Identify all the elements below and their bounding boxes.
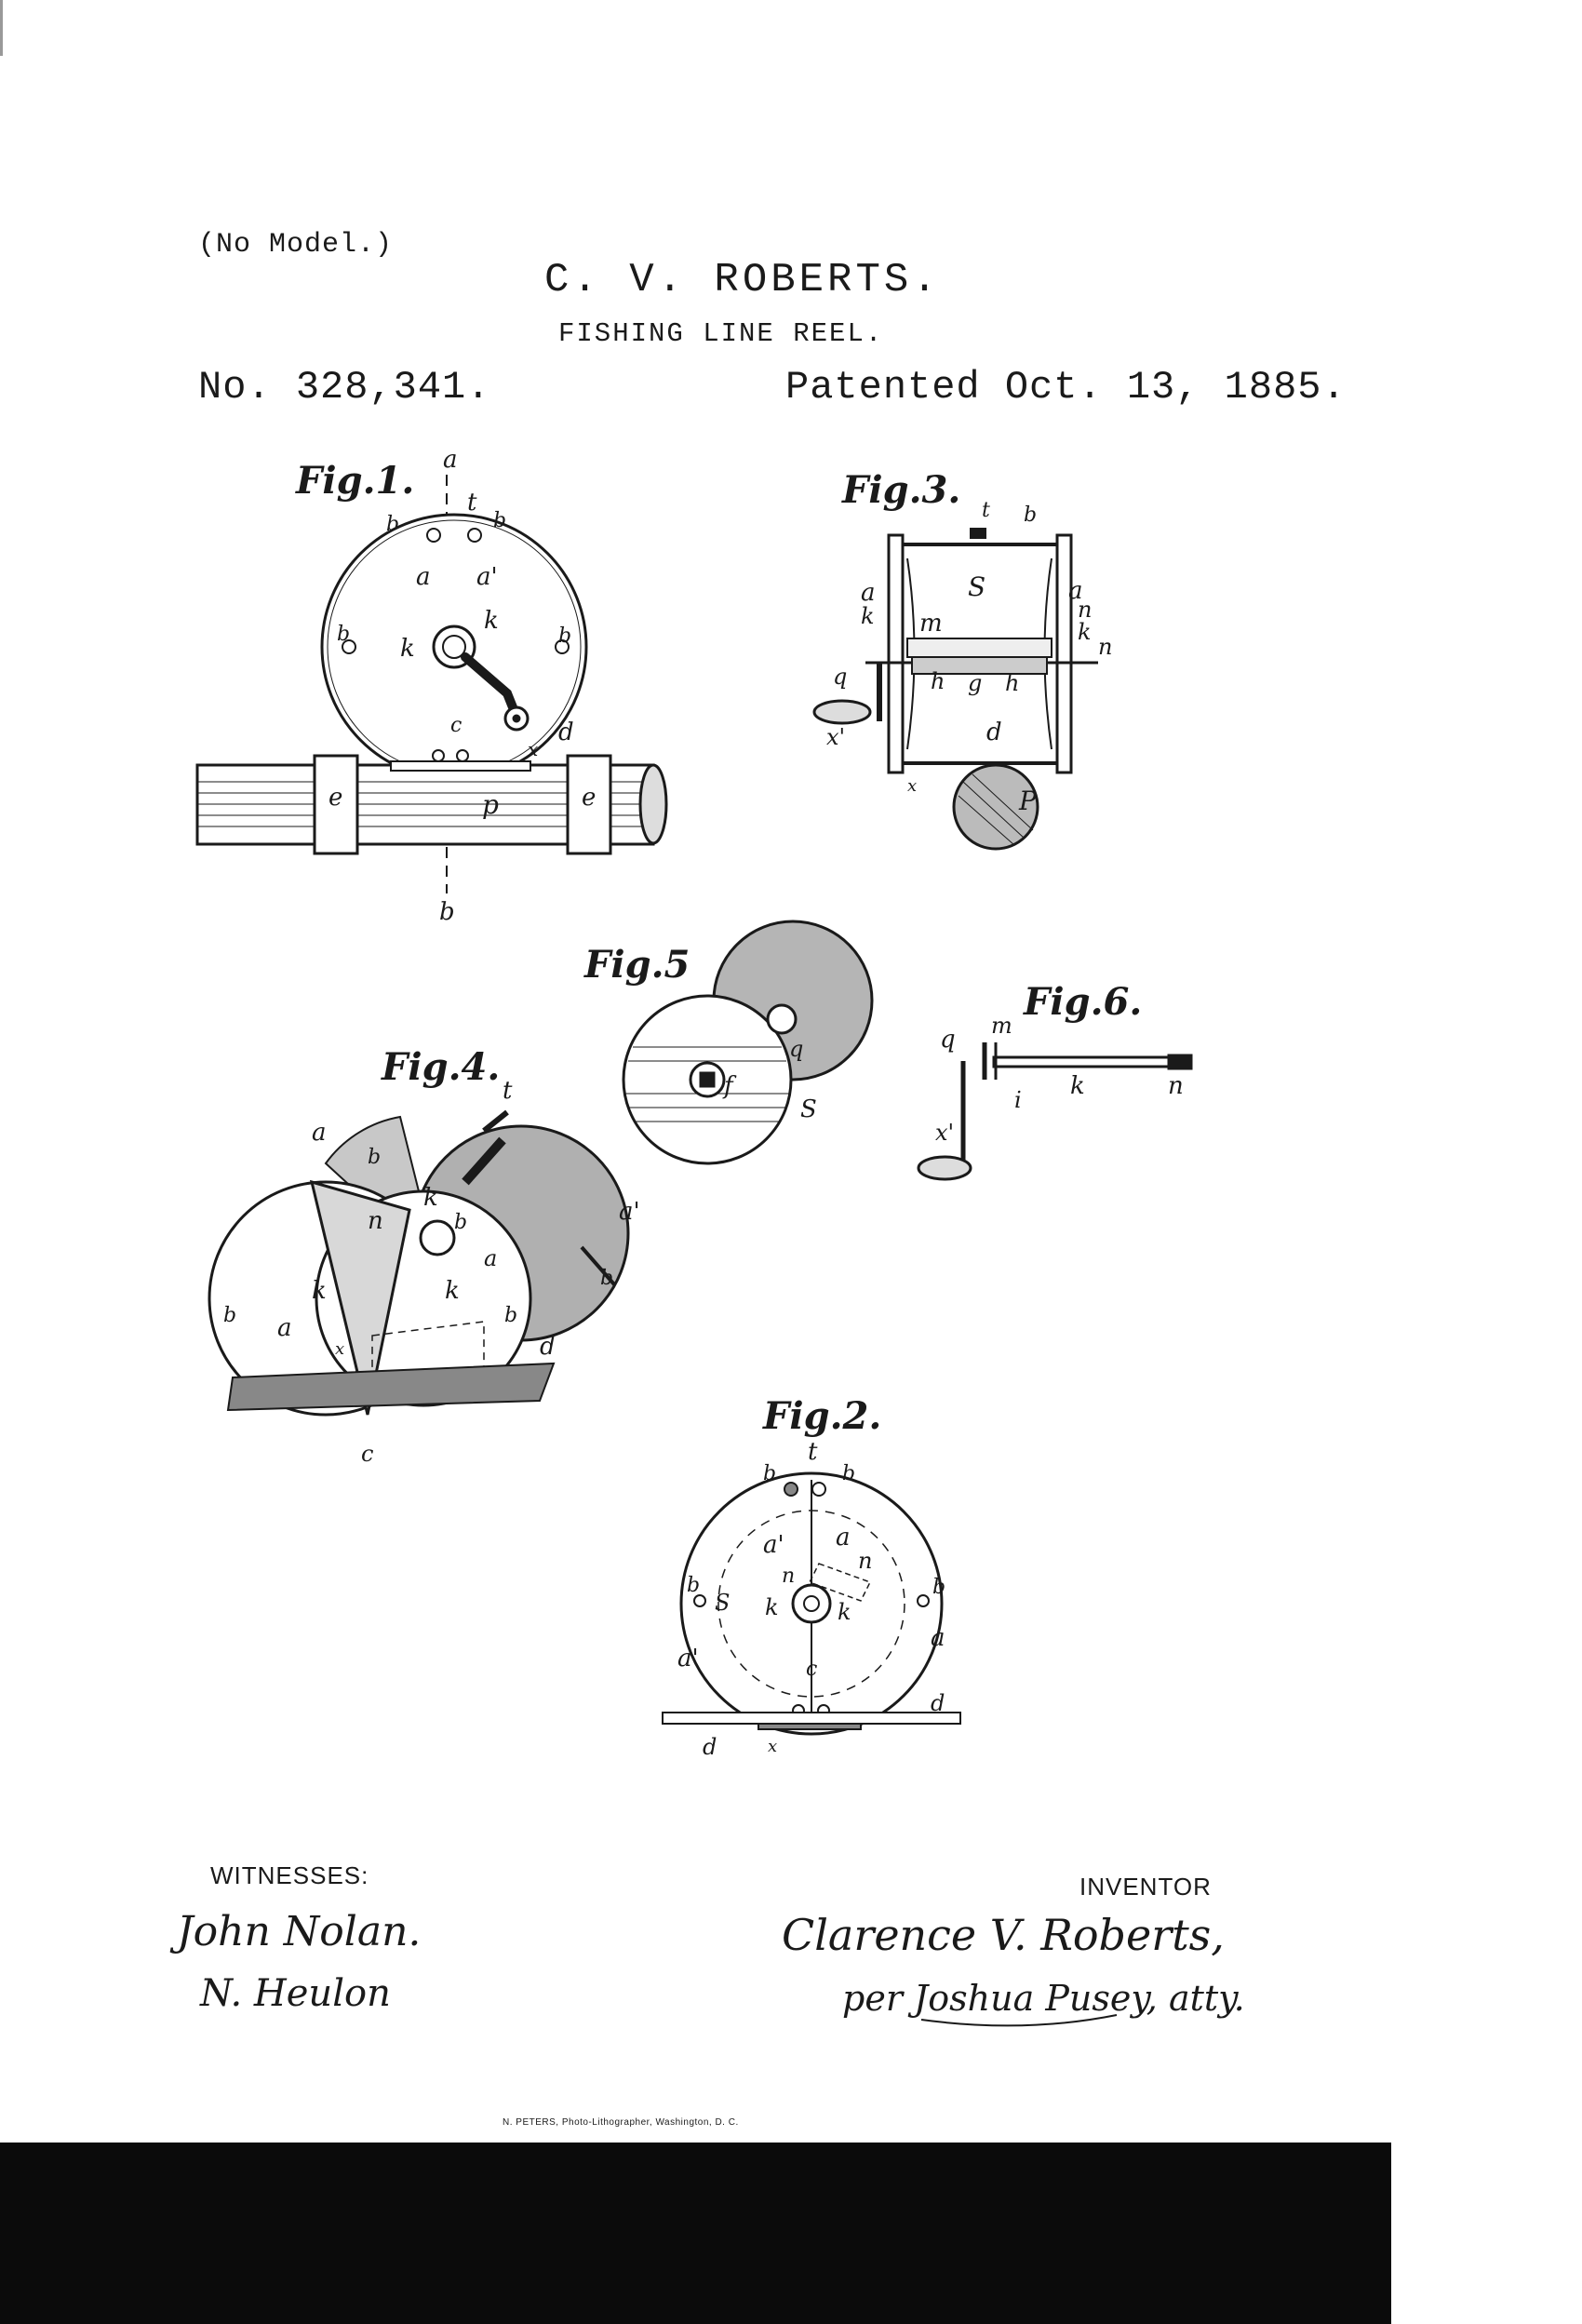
- fig6-letter: m: [991, 1013, 1012, 1039]
- inventor-signatures: [782, 1910, 1245, 2025]
- fig6-label: Fig.6.: [1024, 980, 1143, 1024]
- engraver-credit: N. PETERS, Photo-Lithographer, Washington, D. C.: [503, 2117, 739, 2128]
- fig3-letter: a: [1068, 577, 1083, 605]
- fig4-letter: a: [484, 1245, 498, 1271]
- fig1-letter: t: [467, 489, 477, 517]
- fig3-letter: h: [1005, 670, 1020, 696]
- fig3-letter: x: [907, 776, 918, 796]
- fig5-label: Fig.5: [584, 943, 690, 987]
- fig3-label: Fig.3.: [842, 468, 961, 512]
- fig1-label: Fig.1.: [296, 459, 415, 503]
- witness-signature-1: John Nolan.: [177, 1908, 422, 1955]
- fig4-letter: k: [423, 1184, 438, 1212]
- fig2-letter: a: [931, 1624, 945, 1652]
- fig6-letter: n: [1168, 1072, 1184, 1100]
- fig2-letter: t: [808, 1438, 818, 1466]
- fig2-letter: b: [763, 1462, 777, 1485]
- fig2-letter: b: [932, 1576, 946, 1599]
- fig1-reel-side-view: [197, 446, 666, 926]
- patent-number: No. 328,341.: [198, 365, 491, 410]
- fig3-letter: n: [1078, 597, 1093, 623]
- fig4-letter: d: [540, 1333, 556, 1361]
- fig2-letter: c: [806, 1658, 818, 1681]
- fig4-letter: c: [361, 1441, 374, 1467]
- witnesses-label: WITNESSES:: [210, 1861, 369, 1889]
- fig6-letter: x': [935, 1120, 955, 1146]
- fig4-letter: b: [600, 1267, 614, 1290]
- fig2-letter: b: [842, 1462, 856, 1485]
- fig1-letter: k: [484, 607, 499, 635]
- fig4-letter: a': [619, 1198, 640, 1226]
- fig2-letter: a': [763, 1531, 784, 1559]
- fig4-letter: a: [312, 1119, 327, 1147]
- fig5-reel-discs: [583, 921, 872, 1163]
- fig3-letter: k: [1078, 619, 1092, 645]
- fig1-letter: e: [328, 784, 343, 812]
- fig5-letter: q: [789, 1036, 804, 1062]
- fig2-letter: x: [768, 1737, 778, 1756]
- fig1-letter: c: [450, 714, 463, 737]
- fig2-letter: n: [858, 1548, 873, 1574]
- fig1-letter: b: [337, 623, 351, 646]
- fig4-letter: x: [335, 1339, 345, 1359]
- fig3-letter: t: [982, 499, 990, 522]
- fig2-letter: b: [687, 1574, 701, 1597]
- fig4-reel-open-view: [209, 1045, 640, 1467]
- fig5-letter: f: [724, 1072, 733, 1100]
- attorney-signature: per Joshua Pusey, atty.: [842, 1978, 1245, 2019]
- fig3-letter: k: [861, 603, 875, 629]
- witness-signatures: [169, 1908, 421, 2015]
- fig4-letter: b: [223, 1304, 237, 1327]
- fig2-reel-front-view: [663, 1394, 960, 1760]
- fig4-letter: k: [445, 1277, 460, 1305]
- fig1-letter: x: [528, 738, 539, 760]
- fig4-letter: k: [312, 1277, 327, 1305]
- no-model-note: (No Model.): [198, 229, 394, 261]
- fig6-letter: q: [940, 1026, 956, 1054]
- fig2-letter: a: [836, 1524, 851, 1552]
- witness-signature-2: N. Heulon: [200, 1972, 391, 2015]
- fig1-letter: b: [493, 509, 507, 532]
- fig1-letter: d: [558, 719, 574, 746]
- patent-date: Patented Oct. 13, 1885.: [785, 365, 1347, 410]
- fig4-letter: b: [368, 1146, 382, 1169]
- fig3-letter: x': [826, 724, 846, 750]
- fig3-letter: m: [919, 610, 943, 638]
- fig1-letter: a: [416, 563, 431, 591]
- fig1-letter: b: [386, 513, 400, 536]
- fig3-letter: b: [1024, 504, 1038, 527]
- fig3-letter: q: [833, 664, 848, 690]
- fig2-letter: S: [715, 1590, 731, 1616]
- scan-border-bar: [0, 2143, 1391, 2324]
- fig4-letter: n: [368, 1207, 383, 1235]
- fig1-letter: p: [482, 789, 499, 820]
- fig4-letter: a: [277, 1314, 292, 1342]
- fig2-letter: d: [703, 1734, 717, 1760]
- fig1-letter: e: [582, 784, 597, 812]
- fig2-letter: a': [677, 1645, 699, 1672]
- fig1-letter: b: [439, 898, 455, 926]
- fig3-letter: S: [968, 571, 986, 602]
- inventor-signature: Clarence V. Roberts,: [782, 1910, 1225, 1960]
- patent-title: FISHING LINE REEL.: [558, 318, 884, 349]
- inventor-label: INVENTOR: [1079, 1873, 1212, 1901]
- fig2-label: Fig.2.: [763, 1394, 882, 1438]
- fig2-letter: k: [765, 1594, 779, 1620]
- fig6-letter: k: [1070, 1072, 1085, 1100]
- fig1-letter: a': [476, 563, 498, 591]
- fig3-letter: d: [986, 719, 1002, 746]
- fig3-letter: n: [1098, 634, 1113, 660]
- fig4-label: Fig.4.: [382, 1045, 501, 1089]
- inventor-name-heading: C. V. ROBERTS.: [544, 257, 941, 303]
- fig1-letter: b: [558, 625, 572, 648]
- fig2-letter: k: [838, 1599, 851, 1625]
- fig4-letter: b: [454, 1211, 468, 1234]
- fig2-letter: n: [782, 1565, 796, 1588]
- fig6-crank-shaft: [918, 980, 1191, 1179]
- fig5-letter: S: [800, 1095, 817, 1123]
- fig6-letter: i: [1014, 1087, 1022, 1113]
- fig1-letter: a: [443, 446, 458, 474]
- fig3-letter: g: [968, 670, 983, 696]
- fig4-letter: b: [504, 1304, 518, 1327]
- fig2-letter: d: [931, 1690, 945, 1716]
- fig3-letter: a: [861, 579, 876, 607]
- fig4-letter: t: [503, 1077, 513, 1105]
- fig3-letter: P: [1019, 786, 1037, 816]
- fig3-letter: h: [931, 668, 945, 694]
- fig1-letter: k: [400, 635, 415, 663]
- fig3-reel-section-view: [814, 468, 1112, 849]
